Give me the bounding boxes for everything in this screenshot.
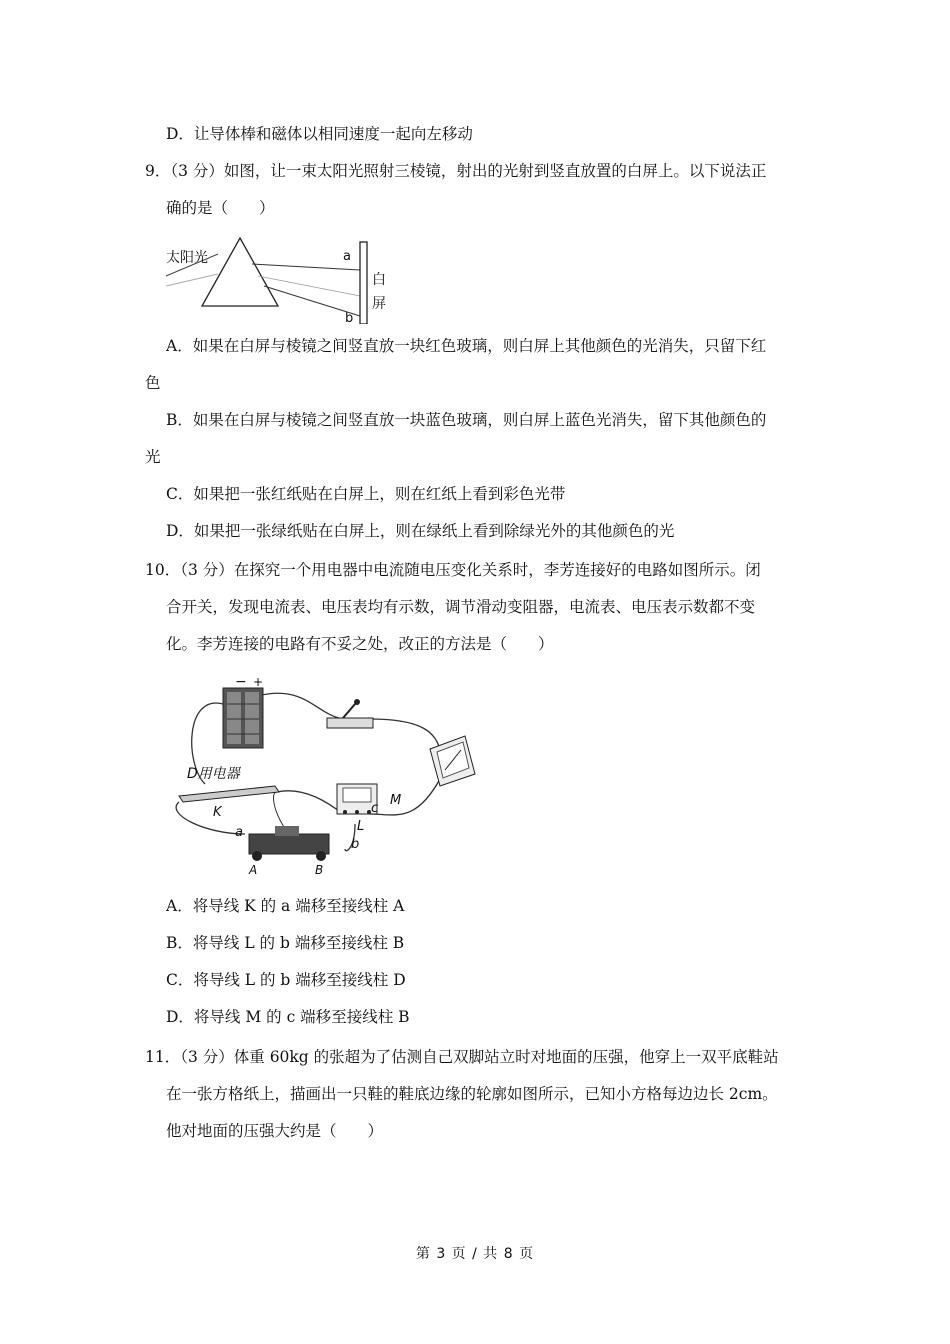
q9-stem-line-2: 确的是（ ） (166, 199, 275, 217)
q9-option-b-line-2: 光 (145, 448, 161, 466)
page-footer: 第 3 页 / 共 8 页 (415, 1246, 535, 1262)
point-b-label: b (345, 311, 354, 324)
appliance-label: D用电器 (187, 766, 240, 782)
q9-option-a-line-2: 色 (145, 374, 161, 392)
screen-label-1: 白 (372, 272, 386, 288)
q10-option-b: B．将导线 L 的 b 端移至接线柱 B (166, 934, 405, 952)
battery-plus-label: + (253, 675, 264, 689)
end-b-label: b (351, 837, 360, 852)
battery (223, 688, 263, 748)
ammeter (430, 736, 475, 786)
sunlight-label: 太阳光 (166, 250, 208, 266)
prism-shape (202, 238, 278, 306)
q11-stem-line-1: 11．（3 分）体重 60kg 的张超为了估测自己双脚站立时对地面的压强，他穿上一双平底鞋站 (145, 1048, 779, 1066)
end-c-label: c (371, 801, 379, 816)
rheostat (249, 826, 329, 861)
point-a-label: a (343, 249, 351, 264)
appliance (179, 786, 279, 802)
q10-stem-line-3: 化。李芳连接的电路有不妥之处，改正的方法是（ ） (166, 635, 554, 653)
screen-label-2: 屏 (372, 296, 386, 312)
q9-option-d: D．如果把一张绿纸贴在白屏上，则在绿纸上看到除绿光外的其他颜色的光 (166, 522, 675, 540)
q10-stem-line-2: 合开关，发现电流表、电压表均有示数，调节滑动变阻器，电流表、电压表示数都不变 (166, 598, 756, 616)
circuit-figure (165, 674, 485, 879)
switch (327, 699, 373, 728)
q9-stem-line-1: 9．（3 分）如图，让一束太阳光照射三棱镜，射出的光射到竖直放置的白屏上。以下说法正 (145, 162, 767, 180)
battery-minus-label: − (235, 674, 247, 690)
q11-stem-line-3: 他对地面的压强大约是（ ） (166, 1122, 384, 1140)
end-a-label: a (235, 825, 243, 840)
post-a-label: A (249, 863, 258, 877)
wire-k-label: K (213, 805, 222, 820)
post-b-label: B (315, 863, 324, 877)
q11-stem-line-2: 在一张方格纸上，描画出一只鞋的鞋底边缘的轮廓如图所示，已知小方格每边边长 2cm。 (166, 1085, 778, 1103)
wire-l-label: L (357, 819, 365, 834)
q10-stem-line-1: 10．（3 分）在探究一个用电器中电流随电压变化关系时，李芳连接好的电路如图所示。闭 (145, 561, 761, 579)
q10-option-a: A．将导线 K 的 a 端移至接线柱 A (166, 897, 405, 915)
q9-option-b-line-1: B．如果在白屏与棱镜之间竖直放一块蓝色玻璃，则白屏上蓝色光消失，留下其他颜色的 (166, 411, 767, 429)
wire-m-label: M (390, 793, 402, 808)
prism-figure (160, 232, 400, 324)
q10-option-d: D．将导线 M 的 c 端移至接线柱 B (166, 1008, 410, 1026)
q9-option-c: C．如果把一张红纸贴在白屏上，则在红纸上看到彩色光带 (166, 485, 566, 503)
white-screen (360, 242, 367, 324)
q9-option-a-line-1: A．如果在白屏与棱镜之间竖直放一块红色玻璃，则白屏上其他颜色的光消失，只留下红 (166, 337, 767, 355)
q8-option-d: D．让导体棒和磁体以相同速度一起向左移动 (166, 125, 473, 143)
q10-option-c: C．将导线 L 的 b 端移至接线柱 D (166, 971, 406, 989)
